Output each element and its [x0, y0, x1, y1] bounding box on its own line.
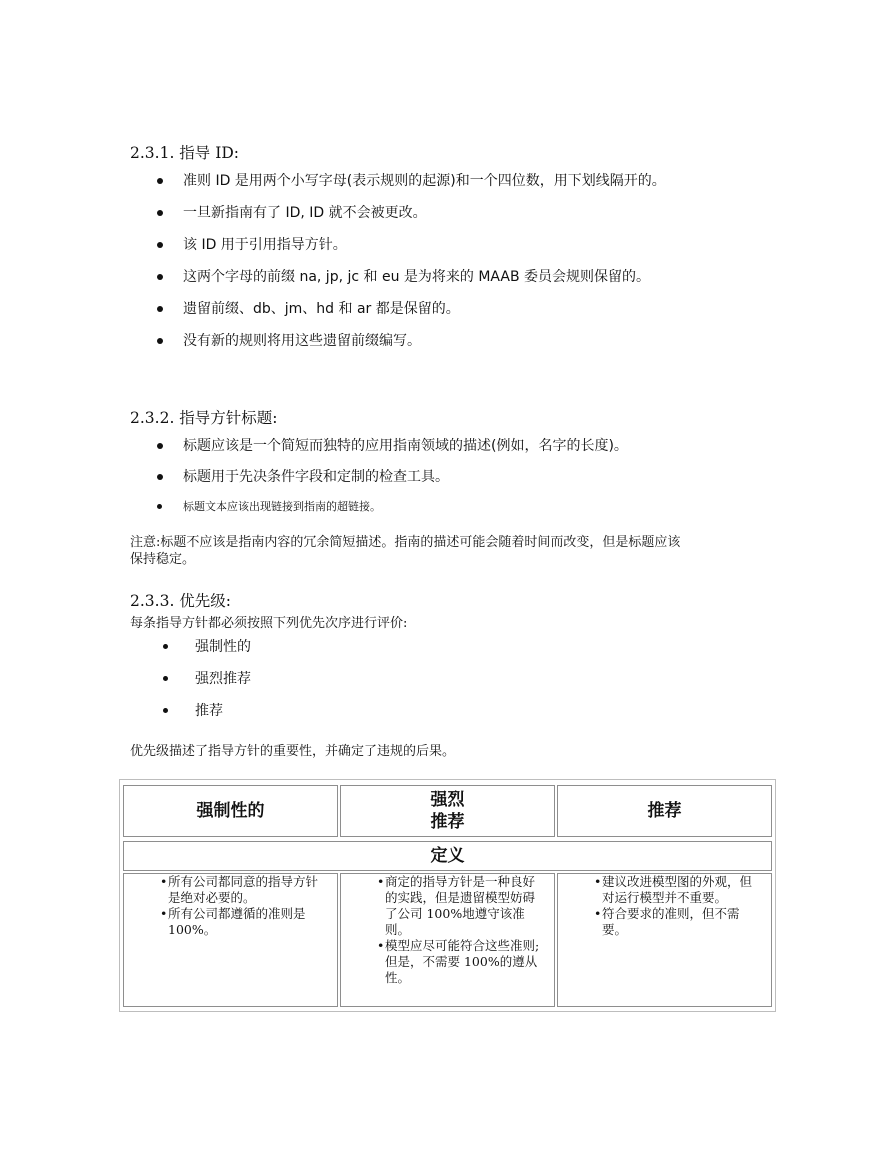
bullet-icon: [157, 443, 163, 449]
bullet-icon: [157, 210, 163, 216]
section-233-heading: 2.3.3. 优先级:: [130, 592, 232, 610]
table-cell-mandatory-definition: [123, 873, 338, 1007]
table-cell-strongly-recommended-definition: [340, 873, 555, 1007]
bullet-icon: [163, 676, 168, 681]
list-item: • 所有公司都同意的指导方针是绝对必要的。: [124, 874, 337, 906]
document-page: 2.3.1. 指导 ID: 准则 ID 是用两个小写字母(表示规则的起源)和一个四位数，用下划线隔开的。 一旦新指南有了 ID, ID 就不会被更改。 该 ID 用于引用指导方针。 这两个字母的前缀 na, jp, jc 和 eu 是为将来的 MAAB 委员会规则保留的。 遗留前缀、db、jm、hd 和 ar 都是保留的。 没有新的规则将用这些遗留前缀编写。 2.3.2. 指导方针标题: 标题应该是一个简短而独特的应用指南领域的描述(例如，名字的长度)。 标题用于先决条件字段和定制的检查工具。 标题文本应该出现链接到指南的超链接。 注意:标题不应该是指南内容的冗余简短描述。指南的描述可能会随着时间而改变，但是标题应该 保持稳定。 2.3.3. 优先级: 每条指导方针都必须按照下列优先次序进行评价: 强制性的 强烈推荐 推荐 优先级描述了指导方针的重要性，并确定了违规的后果。 强制性的 强烈 推荐 推荐 定义 • 所有公司都同意的指导方针是绝对必要的。 • 所有公司都遵循的准则是 100%。 • 商定的指导方针是一种良好的实践，但是遗留模型妨碍了公司 100%地遵守该准则。 • 模型应尽可能符合这些准则;但是，不需要 100%的遵从性。 • 建议改进模型图的外观，但对运行模型并不重要。 • 符合要求的准则，但不需要。: [0, 0, 893, 1155]
bullet-icon: [163, 644, 168, 649]
list-item: • 符合要求的准则，但不需要。: [558, 906, 771, 938]
list-item: • 所有公司都遵循的准则是 100%。: [124, 906, 337, 938]
bullet-icon: [157, 242, 163, 248]
table-header-mandatory: 强制性的: [123, 785, 338, 837]
table-definition-row: 定义: [123, 841, 772, 871]
bullet-icon: [157, 474, 163, 480]
bullet-icon: [163, 708, 168, 713]
note-paragraph: 注意:标题不应该是指南内容的冗余简短描述。指南的描述可能会随着时间而改变，但是标题应该 保持稳定。: [130, 535, 681, 567]
bullet-icon: [157, 504, 162, 509]
table-header-strongly-recommended: 强烈 推荐: [340, 785, 555, 837]
section-232-heading: 2.3.2. 指导方针标题:: [130, 409, 278, 427]
list-item: • 模型应尽可能符合这些准则;但是，不需要 100%的遵从性。: [341, 938, 554, 986]
bullet-icon: [157, 306, 163, 312]
list-item: • 商定的指导方针是一种良好的实践，但是遗留模型妨碍了公司 100%地遵守该准则。: [341, 874, 554, 938]
table-cell-recommended-definition: [557, 873, 772, 1007]
bullet-icon: [157, 338, 163, 344]
priority-table: [119, 779, 776, 1012]
table-header-recommended: 推荐: [557, 785, 772, 837]
bullet-icon: [157, 178, 163, 184]
bullet-icon: [157, 274, 163, 280]
list-item: • 建议改进模型图的外观，但对运行模型并不重要。: [558, 874, 771, 906]
section-231-heading: 2.3.1. 指导 ID:: [130, 144, 239, 162]
priority-intro: 每条指导方针都必须按照下列优先次序进行评价:: [130, 616, 408, 631]
priority-summary: 优先级描述了指导方针的重要性，并确定了违规的后果。: [130, 744, 456, 759]
